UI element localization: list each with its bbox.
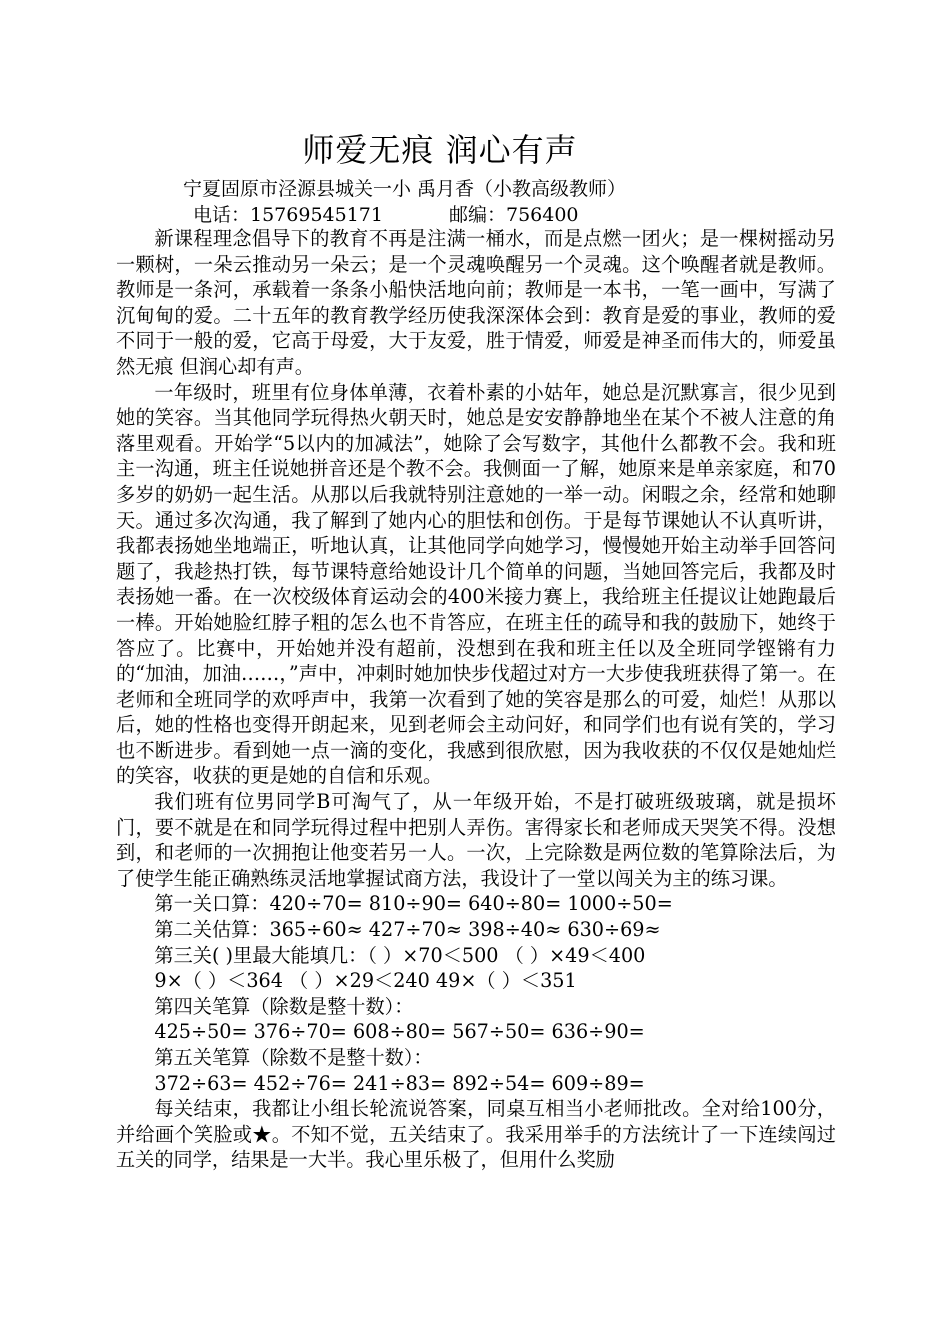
document-body <box>116 226 836 1173</box>
paragraph-intro: 新课程理念倡导下的教育不再是注满一桶水，而是点燃一团火；是一棵树摇动另一颗树，一朵云推动另一朵云；是一个灵魂唤醒另一个灵魂。这个唤醒者就是教师。教师是一条河，承载着一条条小船快活地向前；教师是一本书，一笔一画中，写满了沉甸甸的爱。二十五年的教育教学经历使我深深体会到：教育是爱的事业，教师的爱不同于一般的爱，它高于母爱，大于友爱，胜于情爱，师爱是神圣而伟大的，师爱虽然无痕 但润心却有声。 <box>116 227 836 378</box>
postcode-text: 邮编：756400 <box>448 204 579 226</box>
exercise-level-3: 第三关( )里最大能填几：（ ）×70＜500 （ ）×49＜400 <box>154 943 646 967</box>
paragraph-girl-story: 一年级时，班里有位身体单薄，衣着朴素的小姑年，她总是沉默寡言，很少见到她的笑容。当其他同学玩得热火朝天时，她总是安安静静地坐在某个不被人注意的角落里观看。开始学“5以内的加减法”，她除了会写数字，其他什么都教不会。我和班主一沟通，班主任说她拼音还是个教不会。我侧面一了解，她原来是单亲家庭，和70多岁的奶奶一起生活。从那以后我就特别注意她的一举一动。闲暇之余，经常和她聊天。通过多次沟通，我了解到了她内心的胆怯和创伤。于是每节课她认不认真听讲，我都表扬她坐地端正，听地认真，让其他同学向她学习，慢慢她开始主动举手回答问题了，我趁热打铁，每节课特意给她设计几个简单的问题，当她回答完后，我都及时表扬她一番。在一次校级体育运动会的400米接力赛上，我给班主任提议让她跑最后一棒。开始她脸红脖子粗的怎么也不肯答应，在班主任的疏导和我的鼓励下，她终于答应了。比赛中，开始她并没有超前，没想到在我和班主任以及全班同学铿锵有力的“加油，加油……，”声中，冲刺时她加快步伐超过对方一大步使我班获得了第一。在老师和全班同学的欢呼声中，我第一次看到了她的笑容是那么的可爱，灿烂！从那以后，她的性格也变得开朗起来，见到老师会主动问好，和同学们也有说有笑的，学习也不断进步。看到她一点一滴的变化，我感到很欣慰，因为我收获的不仅仅是她灿烂的笑容，收获的更是她的自信和乐观。 <box>116 380 836 788</box>
paragraph-boy-story: 我们班有位男同学B可淘气了，从一年级开始，不是打破班级玻璃，就是损坏门，要不就是在和同学玩得过程中把别人弄伤。害得家长和老师成天哭笑不得。没想到，和老师的一次拥抱让他变若另一人。一次，上完除数是两位数的笔算除法后，为了使学生能正确熟练灵活地掌握试商方法，我设计了一堂以闯关为主的练习课。 <box>116 790 836 890</box>
exercise-level-5-heading: 第五关笔算（除数不是整十数）： <box>154 1046 433 1069</box>
document-title: 师爱无痕 润心有声 <box>302 131 578 169</box>
exercise-level-4: 425÷50= 376÷70= 608÷80= 567÷50= 636÷90= <box>154 1020 645 1044</box>
exercise-level-1: 第一关口算：420÷70= 810÷90= 640÷80= 1000÷50= <box>154 892 673 916</box>
exercise-level-3-cont: 9×（ ）＜364 （ ）×29＜240 49×（ ）＜351 <box>154 969 577 993</box>
exercise-level-4-heading: 第四关笔算（除数是整十数）： <box>154 994 414 1018</box>
exercise-level-5: 372÷63= 452÷76= 241÷83= 892÷54= 609÷89= <box>154 1071 645 1095</box>
author-line: 宁夏固原市泾源县城关一小 禹月香（小教高级教师） <box>183 178 627 200</box>
paragraph-conclusion: 每关结束，我都让小组长轮流说答案，同桌互相当小老师批改。全对给100分，并给画个笑脸或★。不知不觉，五关结束了。我采用举手的方法统计了一下连续闯过五关的同学，结果是一大半。我心里乐极了，但用什么奖励 <box>116 1097 836 1172</box>
phone-text: 电话：15769545171 <box>193 204 383 226</box>
exercise-level-2: 第二关估算：365÷60≈ 427÷70≈ 398÷40≈ 630÷69≈ <box>154 918 661 942</box>
contact-line <box>193 202 579 228</box>
